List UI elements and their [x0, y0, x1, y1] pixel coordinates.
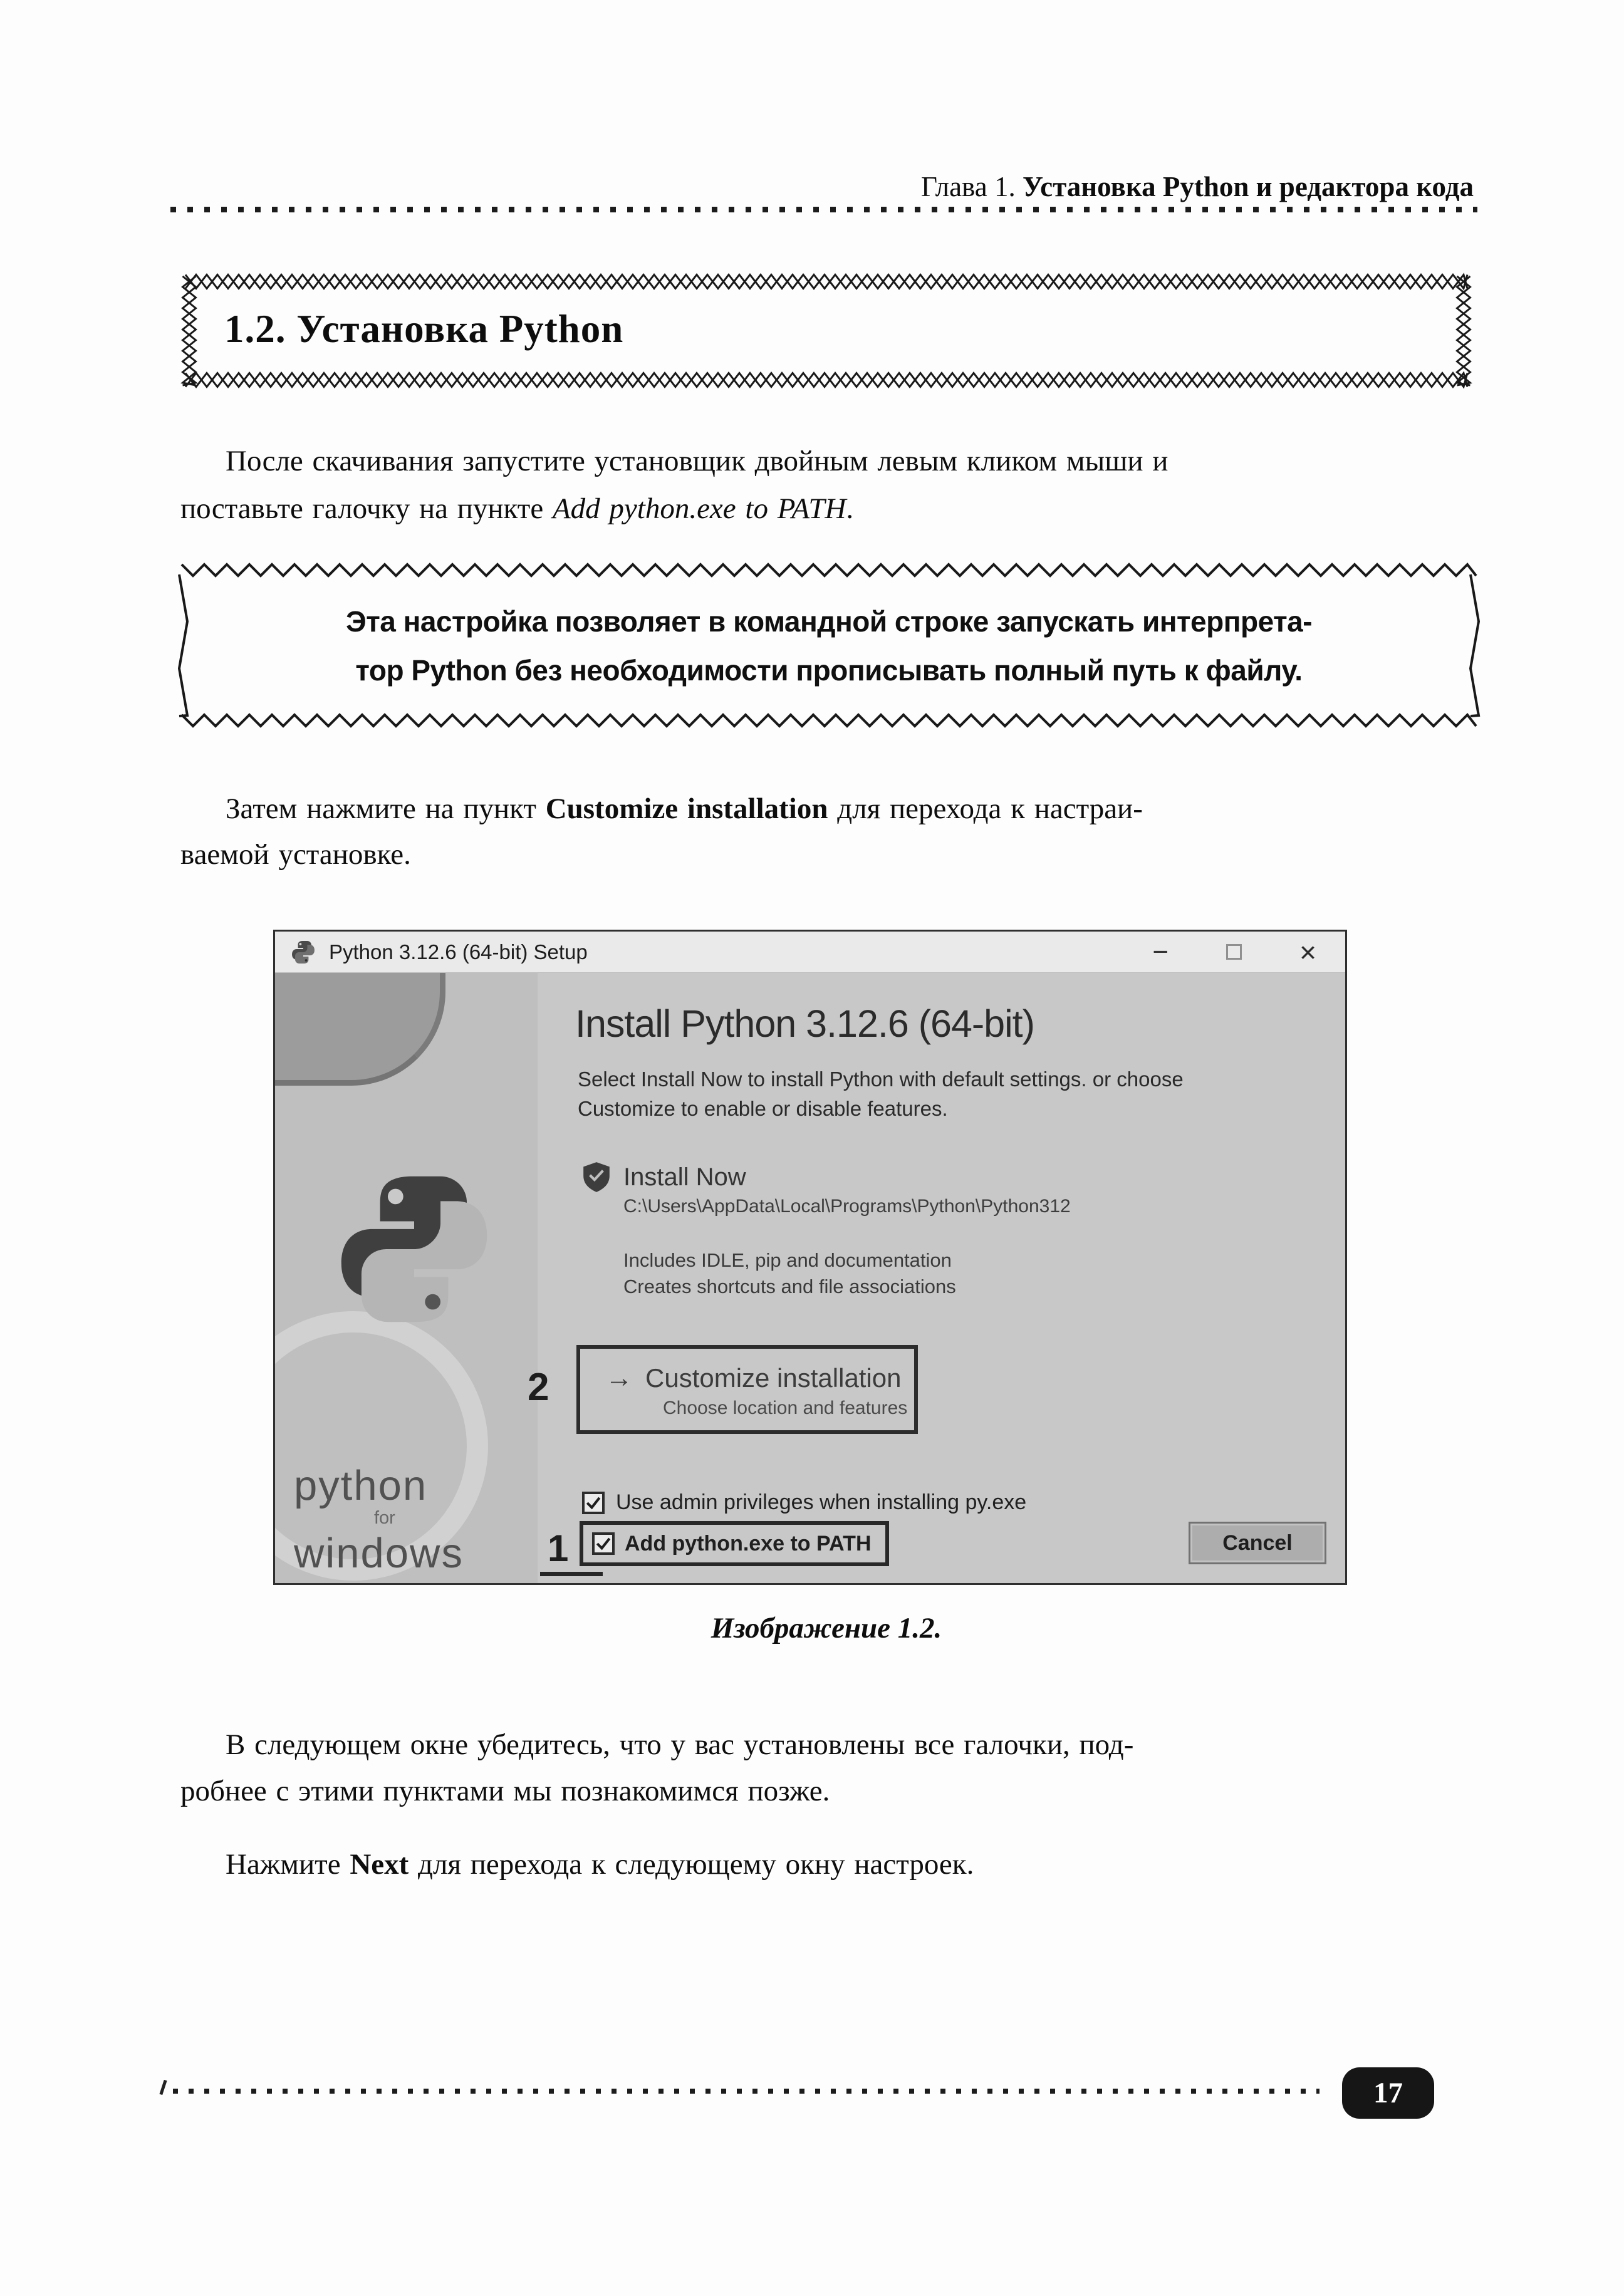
admin-privileges-label: Use admin privileges when installing py.exe [616, 1490, 1027, 1514]
paragraph-4: Нажмите Next для перехода к следующему окну настроек. [226, 1848, 974, 1881]
footer-tick-mark [159, 2080, 167, 2095]
add-to-path-checkbox-row[interactable] [580, 1521, 889, 1566]
installer-subheading: Select Install Now to install Python with default settings. or choose Customize to enable or disable features. [578, 1067, 1184, 1120]
page-header [921, 170, 1474, 203]
installer-main [528, 973, 1345, 1583]
note-text: Эта настройка позволяет в командной строке запускать интерпрета- тор Python без необходимости прописывать полный путь к файлу. [345, 605, 1313, 687]
paragraph-1: После скачивания запустите установщик двойным левым кликом мыши и поставьте галочку на пункте Add python.exe to PATH. [180, 445, 1169, 525]
header-divider [170, 207, 1477, 212]
note-box [178, 562, 1480, 729]
customize-label: Customize installation [645, 1363, 902, 1393]
installer-window [273, 930, 1347, 1585]
annotation-2: 2 [528, 1366, 549, 1409]
python-logo [329, 1164, 499, 1334]
maximize-icon[interactable] [1226, 944, 1242, 960]
figure-caption: Изображение 1.2. [710, 1612, 942, 1644]
next-emphasis: Next [350, 1848, 409, 1881]
shield-icon [581, 1161, 612, 1193]
customize-sublabel: Choose location and features [663, 1398, 908, 1418]
page-number: 17 [1373, 2077, 1403, 2109]
add-to-path-label: Add python.exe to PATH [625, 1531, 872, 1556]
install-path: C:\Users\AppData\Local\Programs\Python\Python312 [623, 1196, 1071, 1217]
window-controls [1152, 935, 1316, 969]
installer-sidebar [275, 973, 538, 1583]
wave-border-bottom [182, 714, 1476, 727]
customize-emphasis: Customize installation [545, 792, 828, 825]
annotation-1-underline [540, 1572, 603, 1576]
checkbox-checked-icon[interactable] [592, 1532, 615, 1555]
minimize-icon[interactable]: − [1152, 936, 1169, 967]
paragraph-2: Затем нажмите на пункт Customize installation для перехода к настраи- ваемой установке. [180, 792, 1143, 871]
section-title-box [180, 273, 1472, 389]
paragraph-1-line1: После скачивания запустите установщик двойным левым кликом мыши и [226, 445, 1169, 477]
install-now-label: Install Now [623, 1163, 746, 1191]
installer-heading: Install Python 3.12.6 (64-bit) [575, 1002, 1034, 1045]
checkbox-checked-icon[interactable] [582, 1492, 605, 1514]
paragraph-3: В следующем окне убедитесь, что у вас установлены все галочки, под- робнее с этими пунктами мы познакомимся позже. [180, 1728, 1134, 1807]
installer-body [275, 973, 1345, 1583]
annotation-1: 1 [548, 1527, 569, 1569]
sidebar-decoration [275, 973, 445, 1086]
install-notes: Includes IDLE, pip and documentation Creates shortcuts and file associations [623, 1249, 956, 1297]
chain-border-bottom [185, 372, 1467, 388]
footer-divider [173, 2089, 1320, 2094]
close-icon[interactable]: × [1299, 935, 1316, 969]
chapter-title: Установка Python и редактора кода [1015, 171, 1474, 202]
customize-wrap [528, 1345, 918, 1434]
python-app-icon [290, 939, 316, 965]
path-option-emphasis: Add python.exe to PATH [552, 492, 846, 525]
customize-installation-option[interactable] [576, 1345, 918, 1434]
arrow-right-icon: → [605, 1363, 633, 1393]
python-for-windows-wordmark: python for windows [294, 1462, 464, 1577]
paragraph-1-line2: поставьте галочку на пункте [180, 492, 553, 525]
window-title: Python 3.12.6 (64-bit) Setup [329, 940, 588, 964]
section-title: 1.2. Установка Python [224, 307, 624, 351]
chapter-number: Глава 1. [921, 171, 1016, 202]
installer-titlebar [275, 932, 1345, 973]
page-number-badge [1342, 2067, 1434, 2119]
install-now-option[interactable] [581, 1161, 746, 1193]
admin-privileges-checkbox-row[interactable] [582, 1490, 1026, 1515]
cancel-button[interactable]: Cancel [1189, 1522, 1326, 1564]
